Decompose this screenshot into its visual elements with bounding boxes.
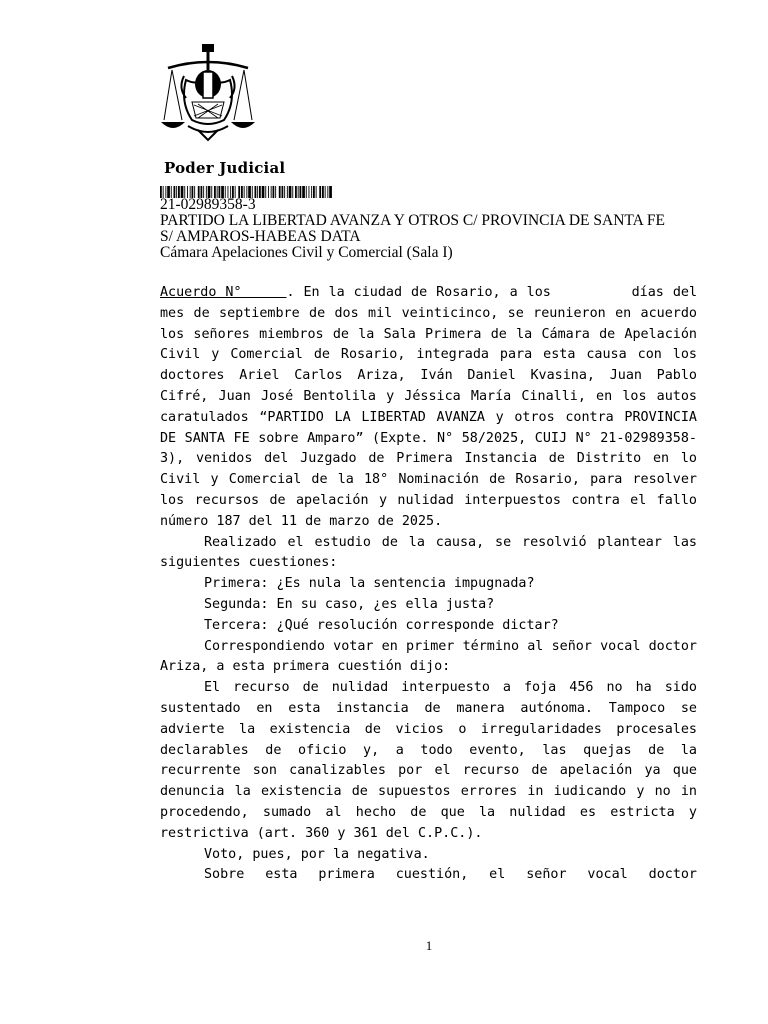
opening-paragraph: Acuerdo N° . En la ciudad de Rosario, a los días del mes de septiembre de dos mil veinticinco, se reunieron en acuerdo los señores miembros de la Sala Primera de la Cámara de Apelación Civil y Comercial de Rosario, integrada para esta causa con los doctores Ariel Carlos Ariza, Iván Daniel Kvasina, Juan Pablo Cifré, Juan José Bentolila y Jéssica María Cinalli, en los autos caratulados “PARTIDO LA LIBERTAD AVANZA y otros contra PROVINCIA DE SANTA FE sobre Amparo” (Expte. N° 58/2025, CUIJ N° 21-02989358-3), venidos del Juzgado de Primera Instancia de Distrito en lo Civil y Comercial de la 18° Nominación de Rosario, para resolver los recursos de apelación y nulidad interpuestos contra el fallo número 187 del 11 de marzo de 2025. [160, 285, 706, 529]
poder-judicial-coat-of-arms-logo [158, 42, 258, 142]
paragraph-nulidad: El recurso de nulidad interpuesto a foja 456 no ha sido sustentado en esta instancia de manera autónoma. Tampoco se advierte la existencia de vicios o irregularidades procesales declarables de oficio y, a todo evento, las quejas de la recurrente son canalizables por el recurso de apelación ya que denuncia la existencia de supuestos errores in iudicando y no in procedendo, sumado al hecho de que la nulidad es estricta y restrictiva (art. 360 y 361 del C.P.C.). [160, 680, 697, 841]
case-caption-line-2: S/ AMPAROS-HABEAS DATA [160, 228, 361, 245]
paragraph-vote-order: Correspondiendo votar en primer término al señor vocal doctor Ariza, a esta primera cuestión dijo: [160, 638, 697, 675]
ruling-body [160, 283, 706, 886]
paragraph-continuation: Sobre esta primera cuestión, el señor vocal doctor [204, 867, 697, 883]
case-number: 21-02989358-3 [160, 196, 256, 213]
case-caption-line-1: PARTIDO LA LIBERTAD AVANZA Y OTROS C/ PROVINCIA DE SANTA FE [160, 212, 665, 229]
case-header [160, 197, 665, 261]
paragraph-vote-negative: Voto, pues, por la negativa. [204, 846, 430, 862]
page-number: 1 [425, 938, 433, 953]
court-name: Cámara Apelaciones Civil y Comercial (Sala I) [160, 244, 453, 261]
paragraph-cuestiones: Realizado el estudio de la causa, se resolvió plantear las siguientes cuestiones: [160, 534, 697, 571]
question-third: Tercera: ¿Qué resolución corresponde dictar? [204, 617, 559, 633]
institution-name: Poder Judicial [164, 159, 286, 177]
question-second: Segunda: En su caso, ¿es ella justa? [204, 596, 495, 612]
acuerdo-label: Acuerdo N° [160, 285, 242, 300]
question-first: Primera: ¿Es nula la sentencia impugnada? [204, 576, 535, 592]
